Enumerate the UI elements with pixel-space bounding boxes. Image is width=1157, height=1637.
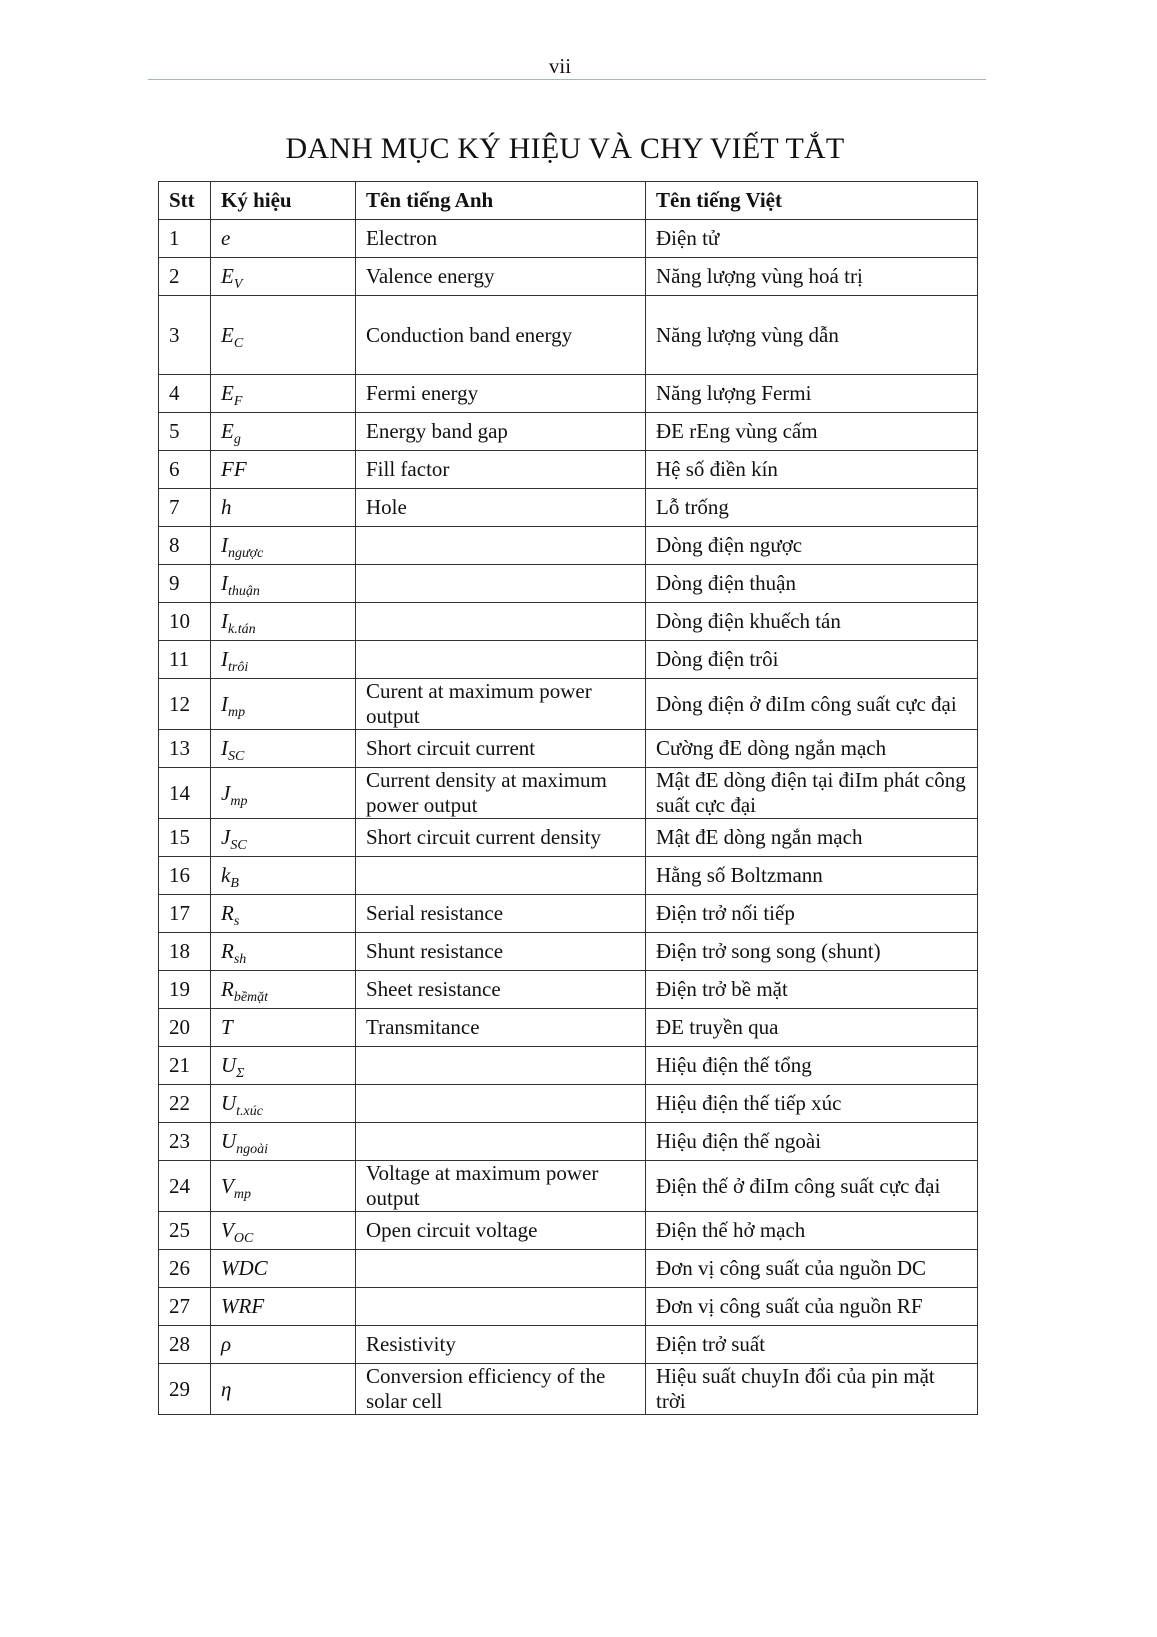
table-row [159, 857, 978, 895]
table-header-row [159, 182, 978, 220]
cell-stt: 29 [159, 1364, 211, 1415]
symbol-subscript: B [230, 876, 239, 891]
table-row [159, 1326, 978, 1364]
table-row [159, 641, 978, 679]
cell-symbol [211, 895, 356, 933]
cell-english: Conversion efficiency of the solar cell [356, 1364, 646, 1415]
cell-vietnamese: ĐE rEng vùng cấm [646, 413, 978, 451]
cell-symbol [211, 1161, 356, 1212]
symbol-main: I [221, 571, 228, 595]
cell-vietnamese: Hiệu điện thế tiếp xúc [646, 1085, 978, 1123]
table-row [159, 819, 978, 857]
cell-english: Short circuit current density [356, 819, 646, 857]
cell-english: Serial resistance [356, 895, 646, 933]
table-row [159, 933, 978, 971]
table-row [159, 768, 978, 819]
cell-english: Hole [356, 489, 646, 527]
cell-vietnamese: Dòng điện ở điIm công suất cực đại [646, 679, 978, 730]
symbols-table [158, 181, 978, 1415]
cell-stt: 25 [159, 1212, 211, 1250]
cell-stt: 3 [159, 296, 211, 375]
cell-symbol [211, 489, 356, 527]
cell-vietnamese: Năng lượng vùng hoá trị [646, 258, 978, 296]
cell-vietnamese: Năng lượng vùng dẫn [646, 296, 978, 375]
table-row [159, 971, 978, 1009]
cell-vietnamese: Điện trở song song (shunt) [646, 933, 978, 971]
symbol-subscript: trôi [228, 660, 249, 675]
symbol-subscript: g [233, 432, 241, 447]
cell-stt: 14 [159, 768, 211, 819]
symbol-main: h [221, 495, 232, 519]
symbol-main: V [221, 1173, 234, 1198]
cell-stt: 23 [159, 1123, 211, 1161]
table-row [159, 451, 978, 489]
table-row [159, 489, 978, 527]
cell-symbol [211, 565, 356, 603]
cell-english: Voltage at maximum power output [356, 1161, 646, 1212]
cell-english [356, 603, 646, 641]
symbol-main: I [221, 609, 228, 633]
cell-stt: 22 [159, 1085, 211, 1123]
table-row [159, 1085, 978, 1123]
cell-symbol [211, 819, 356, 857]
cell-english: Valence energy [356, 258, 646, 296]
cell-vietnamese: Hiệu suất chuyIn đổi của pin mặt trời [646, 1364, 978, 1415]
symbol-main: T [221, 1015, 233, 1039]
cell-vietnamese: Điện trở suất [646, 1326, 978, 1364]
symbol-subscript: SC [230, 838, 247, 853]
cell-english [356, 527, 646, 565]
symbol-main: I [221, 736, 228, 760]
cell-symbol [211, 1085, 356, 1123]
cell-stt: 4 [159, 375, 211, 413]
symbol-main: J [221, 825, 231, 849]
header-symbol: Ký hiệu [211, 182, 356, 220]
cell-vietnamese: Mật đE dòng ngắn mạch [646, 819, 978, 857]
symbol-main: E [221, 381, 234, 405]
symbol-main: I [221, 647, 228, 671]
symbol-main: E [221, 322, 234, 347]
symbol-main: E [221, 264, 234, 288]
cell-vietnamese: Hiệu điện thế ngoài [646, 1123, 978, 1161]
table-row [159, 220, 978, 258]
cell-symbol [211, 258, 356, 296]
symbol-subscript: SC [228, 749, 245, 764]
cell-vietnamese: Điện tử [646, 220, 978, 258]
cell-vietnamese: Hiệu điện thế tổng [646, 1047, 978, 1085]
cell-english: Current density at maximum power output [356, 768, 646, 819]
symbol-subscript: F [233, 394, 243, 409]
cell-symbol [211, 413, 356, 451]
symbol-main: U [221, 1129, 237, 1153]
cell-english: Fill factor [356, 451, 646, 489]
table-row [159, 1123, 978, 1161]
table-row [159, 258, 978, 296]
cell-stt: 10 [159, 603, 211, 641]
cell-vietnamese: Đơn vị công suất của nguồn RF [646, 1288, 978, 1326]
symbol-subscript: ngược [228, 546, 264, 561]
cell-english: Short circuit current [356, 730, 646, 768]
table-row [159, 1288, 978, 1326]
cell-english: Sheet resistance [356, 971, 646, 1009]
cell-symbol [211, 1326, 356, 1364]
symbol-main: η [221, 1376, 232, 1401]
cell-stt: 8 [159, 527, 211, 565]
symbol-subscript: mp [233, 1186, 251, 1202]
cell-symbol [211, 451, 356, 489]
cell-vietnamese: ĐE truyền qua [646, 1009, 978, 1047]
cell-stt: 16 [159, 857, 211, 895]
table-row [159, 375, 978, 413]
cell-stt: 7 [159, 489, 211, 527]
header-rule [148, 79, 986, 80]
cell-stt: 20 [159, 1009, 211, 1047]
symbol-subscript: bềmặt [233, 990, 269, 1005]
table-row [159, 1250, 978, 1288]
cell-english [356, 641, 646, 679]
cell-vietnamese: Cường đE dòng ngắn mạch [646, 730, 978, 768]
symbol-main: R [221, 901, 234, 925]
cell-english: Energy band gap [356, 413, 646, 451]
symbol-subscript: C [233, 335, 244, 351]
symbol-main: R [221, 939, 234, 963]
symbol-main: WDC [221, 1256, 268, 1280]
table-row [159, 1212, 978, 1250]
symbol-subscript: mp [230, 793, 248, 809]
cell-symbol [211, 679, 356, 730]
table-row [159, 296, 978, 375]
cell-symbol [211, 768, 356, 819]
table-row [159, 1009, 978, 1047]
cell-vietnamese: Dòng điện thuận [646, 565, 978, 603]
symbol-main: R [221, 977, 234, 1001]
cell-vietnamese: Dòng điện trôi [646, 641, 978, 679]
cell-english [356, 1288, 646, 1326]
cell-vietnamese: Điện trở bề mặt [646, 971, 978, 1009]
cell-english: Transmitance [356, 1009, 646, 1047]
cell-stt: 11 [159, 641, 211, 679]
cell-symbol [211, 1364, 356, 1415]
cell-stt: 6 [159, 451, 211, 489]
symbol-main: ρ [221, 1332, 232, 1356]
cell-vietnamese: Hằng số Boltzmann [646, 857, 978, 895]
header-stt: Stt [159, 182, 211, 220]
cell-symbol [211, 641, 356, 679]
symbol-subscript: OC [233, 1231, 254, 1246]
page-number: vii [548, 54, 572, 78]
cell-stt: 5 [159, 413, 211, 451]
symbol-main: FF [221, 457, 247, 481]
cell-vietnamese: Điện thế hở mạch [646, 1212, 978, 1250]
cell-english [356, 565, 646, 603]
table-row [159, 413, 978, 451]
table-row [159, 1047, 978, 1085]
cell-english: Curent at maximum power output [356, 679, 646, 730]
symbol-subscript: V [233, 277, 243, 292]
cell-symbol [211, 1009, 356, 1047]
cell-stt: 15 [159, 819, 211, 857]
cell-stt: 21 [159, 1047, 211, 1085]
cell-stt: 1 [159, 220, 211, 258]
page-title: DANH MỤC KÝ HIỆU VÀ CHY VIẾT TẮT [285, 132, 845, 165]
cell-stt: 28 [159, 1326, 211, 1364]
cell-symbol [211, 296, 356, 375]
cell-symbol [211, 1047, 356, 1085]
cell-symbol [211, 857, 356, 895]
cell-english: Conduction band energy [356, 296, 646, 375]
symbol-subscript: s [233, 914, 240, 929]
header-english: Tên tiếng Anh [356, 182, 646, 220]
symbol-subscript: k.tán [228, 622, 256, 637]
cell-vietnamese: Dòng điện ngược [646, 527, 978, 565]
symbol-subscript: t.xúc [236, 1104, 263, 1119]
cell-english: Fermi energy [356, 375, 646, 413]
cell-symbol [211, 1212, 356, 1250]
cell-vietnamese: Mật đE dòng điện tại điIm phát công suất cực đại [646, 768, 978, 819]
symbol-main: J [221, 780, 231, 805]
cell-stt: 24 [159, 1161, 211, 1212]
cell-vietnamese: Điện trở nối tiếp [646, 895, 978, 933]
cell-english [356, 1085, 646, 1123]
table-row [159, 565, 978, 603]
cell-english [356, 1123, 646, 1161]
cell-stt: 2 [159, 258, 211, 296]
symbol-main: k [221, 863, 231, 887]
cell-english: Open circuit voltage [356, 1212, 646, 1250]
cell-symbol [211, 730, 356, 768]
cell-symbol [211, 971, 356, 1009]
cell-english [356, 1047, 646, 1085]
cell-symbol [211, 933, 356, 971]
cell-stt: 18 [159, 933, 211, 971]
cell-symbol [211, 1288, 356, 1326]
symbol-main: e [221, 226, 231, 250]
cell-symbol [211, 375, 356, 413]
symbol-main: U [221, 1091, 237, 1115]
symbol-subscript: thuận [228, 584, 260, 599]
symbol-main: U [221, 1053, 237, 1077]
cell-stt: 12 [159, 679, 211, 730]
cell-vietnamese: Hệ số điền kín [646, 451, 978, 489]
cell-symbol [211, 603, 356, 641]
cell-stt: 19 [159, 971, 211, 1009]
symbol-main: I [221, 533, 228, 557]
table-row [159, 603, 978, 641]
cell-symbol [211, 220, 356, 258]
cell-stt: 13 [159, 730, 211, 768]
symbol-subscript: mp [228, 704, 246, 720]
symbol-main: E [221, 419, 234, 443]
symbol-subscript: sh [233, 952, 247, 967]
symbol-subscript: Σ [236, 1066, 245, 1081]
cell-vietnamese: Dòng điện khuếch tán [646, 603, 978, 641]
table-row [159, 895, 978, 933]
cell-vietnamese: Đơn vị công suất của nguồn DC [646, 1250, 978, 1288]
cell-stt: 26 [159, 1250, 211, 1288]
cell-symbol [211, 1250, 356, 1288]
cell-vietnamese: Năng lượng Fermi [646, 375, 978, 413]
header-vietnamese: Tên tiếng Việt [646, 182, 978, 220]
cell-vietnamese: Điện thế ở điIm công suất cực đại [646, 1161, 978, 1212]
cell-english: Electron [356, 220, 646, 258]
table-row [159, 730, 978, 768]
cell-english [356, 1250, 646, 1288]
symbol-main: I [221, 691, 228, 716]
cell-stt: 27 [159, 1288, 211, 1326]
symbol-main: WRF [221, 1294, 265, 1318]
cell-english [356, 857, 646, 895]
cell-symbol [211, 1123, 356, 1161]
cell-symbol [211, 527, 356, 565]
cell-stt: 9 [159, 565, 211, 603]
table-body [159, 220, 978, 1415]
symbol-main: V [221, 1218, 234, 1242]
cell-english: Shunt resistance [356, 933, 646, 971]
table-row [159, 527, 978, 565]
cell-stt: 17 [159, 895, 211, 933]
table-row [159, 1161, 978, 1212]
table-row [159, 1364, 978, 1415]
cell-vietnamese: Lỗ trống [646, 489, 978, 527]
cell-english: Resistivity [356, 1326, 646, 1364]
table-row [159, 679, 978, 730]
symbol-subscript: ngoài [236, 1142, 269, 1157]
